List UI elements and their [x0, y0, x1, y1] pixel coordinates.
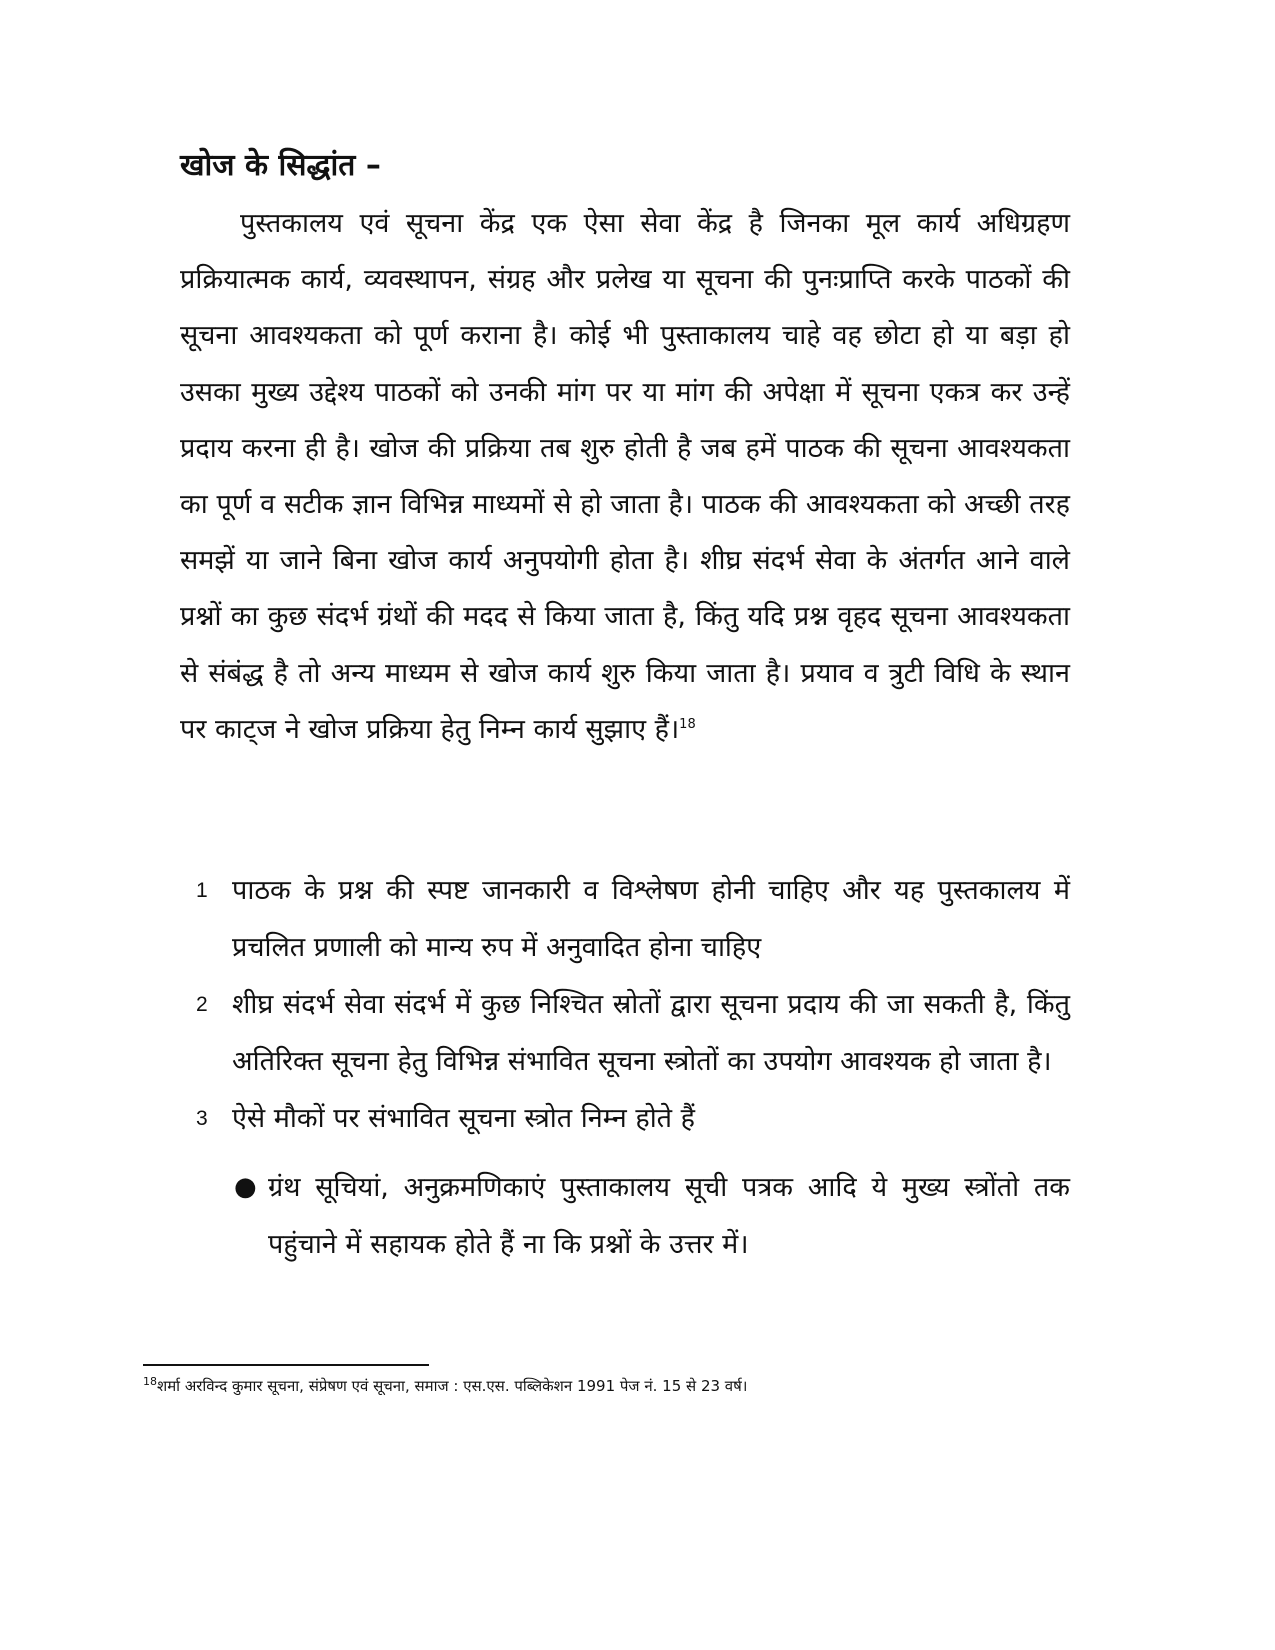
section-heading: खोज के सिद्धांत – — [180, 148, 381, 183]
footnote-divider — [143, 1364, 429, 1366]
footnote-reference: 18 — [679, 716, 696, 732]
bullet-item-text: ग्रंथ सूचियां, अनुक्रमणिकाएं पुस्ताकालय सूची पत्रक आदि ये मुख्य स्त्रोंतो तक पहुंचाने में सहायक होते हैं ना कि प्रश्नों के उत्तर में। — [268, 1172, 1070, 1260]
list-item — [180, 862, 1070, 976]
list-item-number: 2 — [196, 993, 208, 1016]
list-item-text: पाठक के प्रश्न की स्पष्ट जानकारी व विश्लेषण होनी चाहिए और यह पुस्तकालय में प्रचलित प्रणाली को मान्य रुप में अनुवादित होना चाहिए — [232, 875, 1070, 963]
list-item-number: 3 — [196, 1107, 208, 1130]
bullet-list-item — [232, 1159, 1070, 1273]
footnote — [143, 1375, 1143, 1397]
list-item-text: शीघ्र संदर्भ सेवा संदर्भ में कुछ निश्चित स्रोतों द्वारा सूचना प्रदाय की जा सकती है, किंतु अतिरिक्त सूचना हेतु विभिन्न संभावित सूचना स्त्रोतों का उपयोग आवश्यक हो जाता है। — [232, 989, 1070, 1077]
list-item — [180, 976, 1070, 1090]
list-item-text: ऐसे मौकों पर संभावित सूचना स्त्रोत निम्न होते हैं — [232, 1103, 695, 1134]
paragraph-text: पुस्तकालय एवं सूचना केंद्र एक ऐसा सेवा केंद्र है जिनका मूल कार्य अधिग्रहण प्रक्रियात्मक कार्य, व्यवस्थापन, संग्रह और प्रलेख या सूचना की पुनःप्राप्ति करके पाठकों की सूचना आवश्यकता को पूर्ण कराना है। कोई भी पुस्ताकालय चाहे वह छोटा हो या बड़ा हो उसका मुख्य उद्देश्य पाठकों को उनकी मांग पर या मांग की अपेक्षा में सूचना एकत्र कर उन्हें प्रदाय करना ही है। खोज की प्रक्रिया तब शुरु होती है जब हमें पाठक की सूचना आवश्यकता का पूर्ण व सटीक ज्ञान विभिन्न माध्यमों से हो जाता है। पाठक की आवश्यकता को अच्छी तरह समझें या जाने बिना खोज कार्य अनुपयोगी होता है। शीघ्र संदर्भ सेवा के अंतर्गत आने वाले प्रश्नों का कुछ संदर्भ ग्रंथों की मदद से किया जाता है, किंतु यदि प्रश्न वृहद सूचना आवश्यकता से संबंद्ध है तो अन्य माध्यम से खोज कार्य शुरु किया जाता है। प्रयाव व त्रुटी विधि के स्थान पर काट्ज ने खोज प्रक्रिया हेतु निम्न कार्य सुझाए हैं। — [180, 208, 1070, 745]
body-paragraph — [180, 196, 1070, 758]
list-item — [180, 1090, 1070, 1147]
numbered-list — [180, 862, 1070, 1273]
bullet-icon: ● — [234, 1172, 257, 1202]
footnote-number: 18 — [143, 1375, 157, 1388]
footnote-text: शर्मा अरविन्द कुमार सूचना, संप्रेषण एवं सूचना, समाज : एस.एस. पब्लिकेशन 1991 पेज नं. 15 से 23 वर्ष। — [157, 1377, 748, 1395]
list-item-number: 1 — [196, 879, 208, 902]
